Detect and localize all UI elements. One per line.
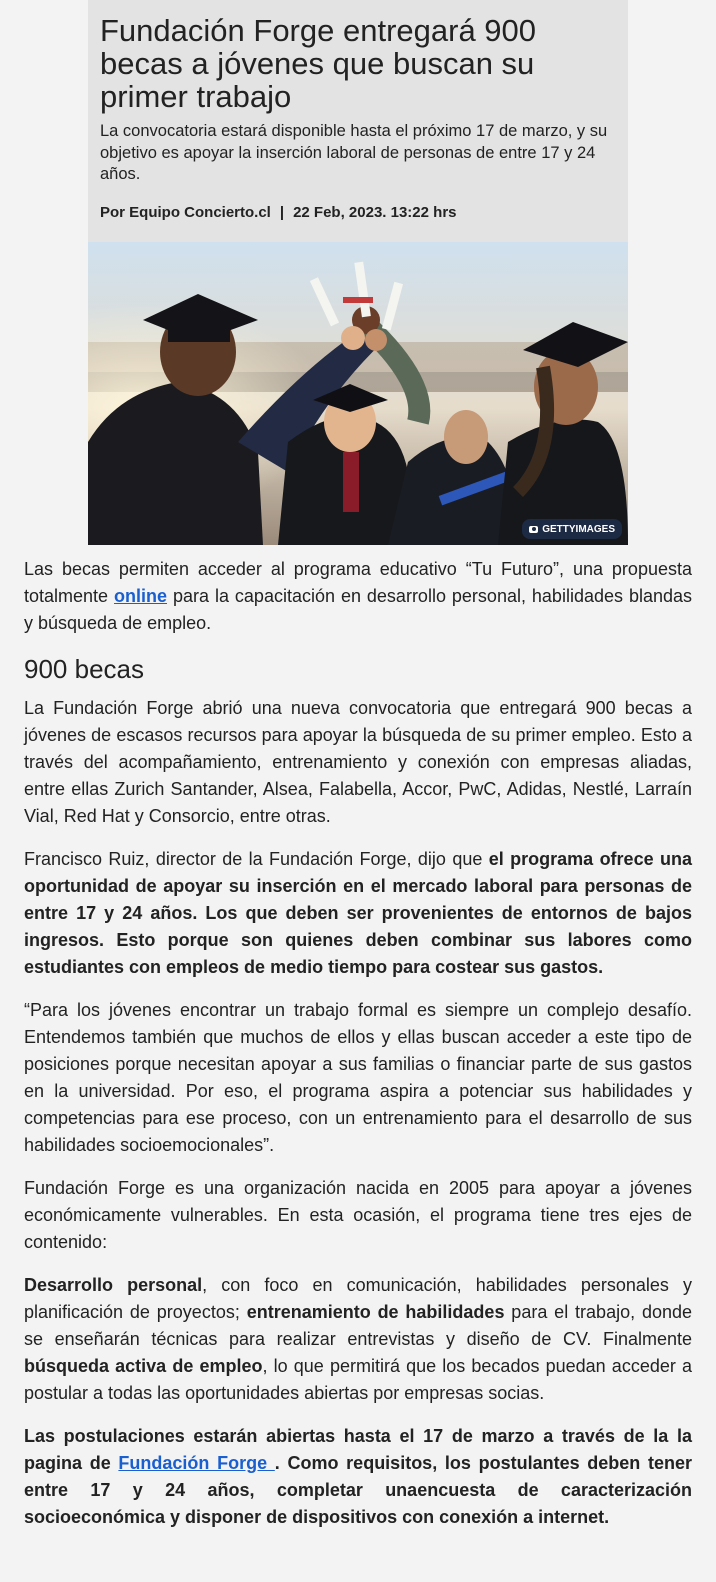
camera-icon <box>529 526 538 533</box>
fundacion-forge-link[interactable]: Fundación Forge <box>118 1453 275 1473</box>
section-heading: 900 becas <box>24 654 144 684</box>
paragraph-convocatoria: La Fundación Forge abrió una nueva convocatoria que entregará 900 becas a jóvenes de escasos recursos para apoyar la búsqueda de su primer empleo. Esto a través del acompañamiento, entrenamiento y conexión con empresas aliadas, entre ellas Zurich Santander, Alsea, Falabella, Accor, PwC, Adidas, Nestlé, Larraín Vial, Red Hat y Consorcio, entre otras. <box>24 698 692 826</box>
article-header <box>88 0 628 242</box>
publish-date: 22 Feb, 2023. 13:22 hrs <box>293 203 457 221</box>
paragraph-bold-text: . Como requisitos, los postulantes deben tener entre 17 y 24 años, completar unaencuesta de caracterización socioeconómica y disponer de dispositivos con conexión a internet. <box>24 1453 693 1527</box>
paragraph-text: Las becas permiten acceder al programa educativo “Tu Futuro”, una propuesta totalmente <box>24 559 692 606</box>
paragraph-quote: “Para los jóvenes encontrar un trabajo formal es siempre un complejo desafío. Entendemos también que muchos de ellos y ellas buscan acceder a este tipo de posiciones porque necesitan apoyar a sus familias o financiar parte de sus gastos en la universidad. Por eso, el programa aspira a potenciar sus habilidades y competencias para ese proceso, con un entrenamiento para el desarrollo de sus habilidades socioemocionales”. <box>24 1000 692 1155</box>
paragraph-intro <box>24 556 692 637</box>
paragraph-text: Francisco Ruiz, director de la Fundación Forge, dijo que <box>24 849 489 869</box>
paragraph-text: para la capacitación en desarrollo personal, habilidades blandas y búsqueda de empleo. <box>24 586 692 633</box>
hero-image <box>88 242 628 545</box>
paragraph-applications <box>24 1423 692 1531</box>
author-link[interactable]: Por Equipo Concierto.cl <box>100 203 271 221</box>
paragraph-bold-text: Las postulaciones estarán abiertas hasta el 17 de marzo a través de la la pagina de <box>24 1426 692 1473</box>
paragraph-organization: Fundación Forge es una organización nacida en 2005 para apoyar a jóvenes económicamente vulnerables. En esta ocasión, el programa tiene tres ejes de contenido: <box>24 1178 692 1252</box>
byline <box>100 204 616 221</box>
axis-skills-training: entrenamiento de habilidades <box>246 1302 505 1322</box>
paragraph-director-quote <box>24 846 692 981</box>
graduates-photo <box>88 242 628 545</box>
axis-personal-development: Desarrollo personal <box>24 1275 203 1295</box>
paragraph-text: , lo que permitirá que los becados puedan acceder a postular a todas las oportunidades abiertas por empresas socias. <box>24 1356 692 1403</box>
axis-job-search: búsqueda activa de empleo <box>24 1356 263 1376</box>
image-credit-badge <box>522 519 622 539</box>
paragraph-bold-text: el programa ofrece una oportunidad de apoyar su inserción en el mercado laboral para personas de entre 17 y 24 años. Los que deben ser provenientes de entornos de bajos ingresos. Esto porque son quienes deben combinar sus labores como estudiantes con empleos de medio tiempo para costear sus gastos. <box>24 849 692 977</box>
article-title: Fundación Forge entregará 900 becas a jóvenes que buscan su primer trabajo <box>100 13 537 114</box>
paragraph-text: , con foco en comunicación, habilidades personales y planificación de proyectos; <box>24 1275 693 1322</box>
online-link[interactable]: online <box>114 586 168 606</box>
paragraph-text: para el trabajo, donde se enseñarán técnicas para realizar entrevistas y diseño de CV. Finalmente <box>24 1302 692 1349</box>
image-credit-text: GETTYIMAGES <box>542 523 615 535</box>
article-body <box>24 556 692 1547</box>
article-subtitle: La convocatoria estará disponible hasta el próximo 17 de marzo, y su objetivo es apoyar la inserción laboral de personas de entre 17 y 24 años. <box>100 122 608 183</box>
paragraph-program-axes <box>24 1272 692 1407</box>
byline-separator: | <box>279 203 285 221</box>
